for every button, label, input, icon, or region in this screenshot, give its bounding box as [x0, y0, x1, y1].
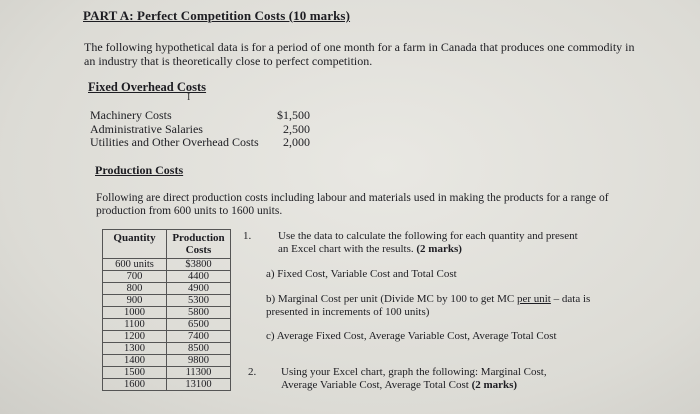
question-2-number: 2.	[248, 366, 257, 378]
fixed-cost-row	[90, 123, 310, 137]
question-1-body: Use the data to calculate the following for each quantity and present an Excel chart with the results.	[278, 230, 578, 255]
table-row	[103, 319, 231, 331]
table-row	[103, 355, 231, 367]
quantity-cell: 600 units	[103, 259, 167, 271]
fixed-cost-row	[90, 109, 310, 123]
question-1-number: 1.	[243, 230, 252, 242]
fixed-cost-label: Machinery Costs	[90, 108, 172, 122]
quantity-cell: 1300	[103, 343, 167, 355]
quantity-header: Quantity	[103, 230, 167, 259]
question-1b-underlined: per unit	[516, 293, 551, 305]
fixed-costs-list	[90, 109, 310, 150]
cost-cell: $3800	[167, 259, 231, 271]
fixed-cost-value: 2,500	[283, 121, 310, 136]
quantity-cell: 1200	[103, 331, 167, 343]
cost-cell: 5300	[167, 295, 231, 307]
question-1a: a) Fixed Cost, Variable Cost and Total Cost	[266, 268, 457, 280]
quantity-cell: 700	[103, 271, 167, 283]
fixed-overhead-heading: Fixed Overhead Costs	[88, 80, 207, 94]
table-row	[103, 295, 231, 307]
table-row	[103, 331, 231, 343]
quantity-cell: 1600	[103, 379, 167, 391]
question-1-text	[278, 230, 578, 255]
cost-cell: 4900	[167, 283, 231, 295]
quantity-cell: 900	[103, 295, 167, 307]
table-row	[103, 343, 231, 355]
question-1b-suffix: – data is presented in increments of 100 units)	[266, 293, 591, 318]
fixed-cost-label: Utilities and Other Overhead Costs	[90, 135, 259, 149]
fixed-cost-value: 2,000	[283, 135, 310, 149]
table-header-row	[103, 230, 231, 259]
question-2-body: Using your Excel chart, graph the following: Marginal Cost, Average Variable Cost, Average Total Cost	[281, 366, 547, 391]
table-row	[103, 283, 231, 295]
fixed-cost-value: $1,500	[277, 108, 310, 122]
fixed-cost-row	[90, 136, 310, 150]
cost-cell: 6500	[167, 319, 231, 331]
cost-cell: 7400	[167, 331, 231, 343]
quantity-cell: 1000	[103, 307, 167, 319]
production-costs-header: Production Costs	[167, 230, 231, 259]
quantity-cell: 800	[103, 283, 167, 295]
text-cursor-icon: I	[187, 92, 191, 103]
question-1c: c) Average Fixed Cost, Average Variable Cost, Average Total Cost	[266, 330, 557, 342]
cost-cell: 4400	[167, 271, 231, 283]
question-2-text	[281, 366, 571, 391]
table-row	[103, 379, 231, 391]
quantity-cell: 1100	[103, 319, 167, 331]
table-row	[103, 271, 231, 283]
cost-cell: 8500	[167, 343, 231, 355]
production-intro: Following are direct production costs including labour and materials used in making the products for a range of production from 600 units to 1600 units.	[96, 192, 609, 217]
question-1-marks: (2 marks)	[416, 242, 462, 255]
table-row	[103, 367, 231, 379]
intro-paragraph: The following hypothetical data is for a period of one month for a farm in Canada that produces one commodity in an industry that is theoretically close to perfect competition.	[84, 40, 635, 68]
table-row	[103, 259, 231, 271]
quantity-cell: 1500	[103, 367, 167, 379]
quantity-cell: 1400	[103, 355, 167, 367]
question-2-marks: (2 marks)	[471, 378, 518, 391]
question-1b-prefix: b) Marginal Cost per unit (Divide MC by 100 to get MC	[266, 293, 517, 305]
production-costs-heading: Production Costs	[95, 163, 184, 177]
question-1b	[266, 293, 626, 318]
table-row	[103, 307, 231, 319]
page-title: PART A: Perfect Competition Costs (10 marks)	[83, 8, 351, 23]
cost-cell: 13100	[167, 379, 231, 391]
cost-cell: 9800	[167, 355, 231, 367]
cost-cell: 5800	[167, 307, 231, 319]
fixed-cost-label: Administrative Salaries	[90, 121, 203, 136]
cost-cell: 11300	[167, 367, 231, 379]
production-cost-table	[102, 229, 231, 391]
